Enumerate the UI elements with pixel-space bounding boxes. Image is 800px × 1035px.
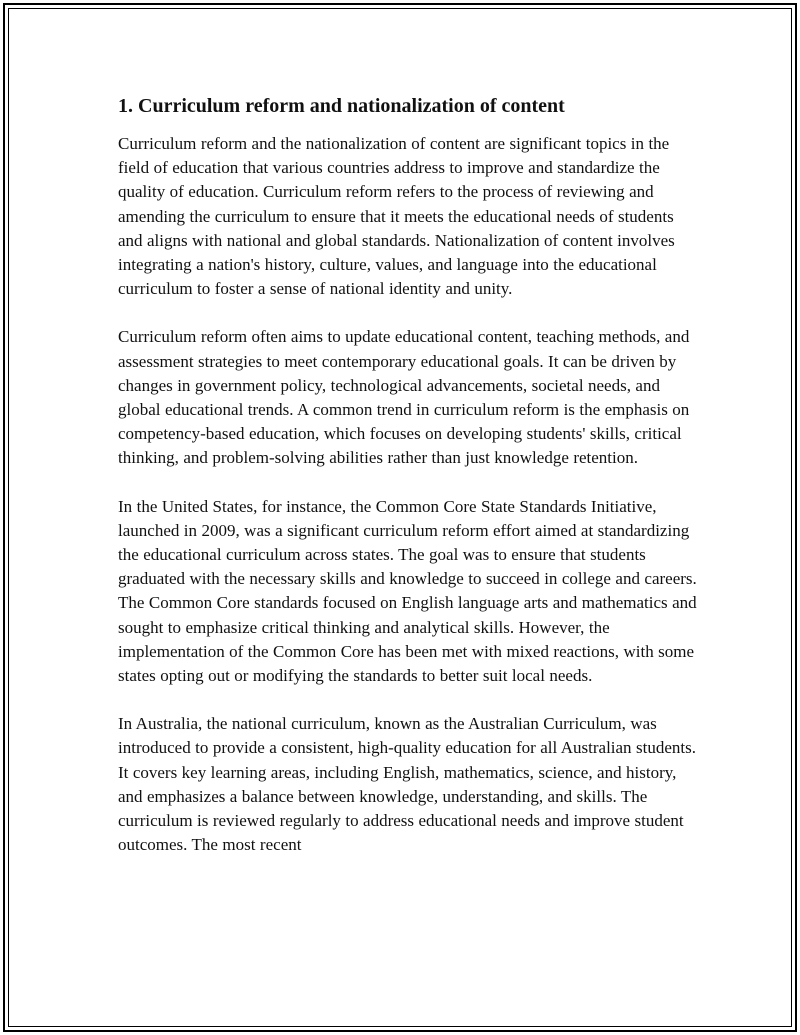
paragraph-3: In the United States, for instance, the Common Core State Standards Initiative, launched in 2009, was a significant curriculum reform effort aimed at standardizing the educational curriculum across states. The goal was to ensure that students graduated with the necessary skills and knowledge to succeed in college and careers. The Common Core standards focused on English language arts and mathematics and sought to emphasize critical thinking and analytical skills. However, the implementation of the Common Core has been met with mixed reactions, with some states opting out or modifying the standards to better suit local needs. <box>118 496 697 686</box>
paragraph-1: Curriculum reform and the nationalization of content are significant topics in the field of education that various countries address to improve and standardize the quality of education. Curriculum reform refers to the process of reviewing and amending the curriculum to ensure that it meets the educational needs of students and aligns with national and global standards. Nationalization of content involves integrating a nation's history, culture, values, and language into the educational curriculum to foster a sense of national identity and unity. <box>118 134 675 299</box>
section-heading: 1. Curriculum reform and nationalization of content <box>118 95 565 117</box>
document-body <box>118 92 698 881</box>
paragraph-4: In Australia, the national curriculum, known as the Australian Curriculum, was introduced to provide a consistent, high-quality education for all Australian students. It covers key learning areas, including English, mathematics, science, and history, and emphasizes a balance between knowledge, understanding, and skills. The curriculum is reviewed regularly to address educational needs and improve student outcomes. The most recent <box>118 714 696 855</box>
paragraph-2: Curriculum reform often aims to update educational content, teaching methods, and assessment strategies to meet contemporary educational goals. It can be driven by changes in government policy, technological advancements, societal needs, and global educational trends. A common trend in curriculum reform is the emphasis on competency-based education, which focuses on developing students' skills, critical thinking, and problem-solving abilities rather than just knowledge retention. <box>118 327 690 468</box>
